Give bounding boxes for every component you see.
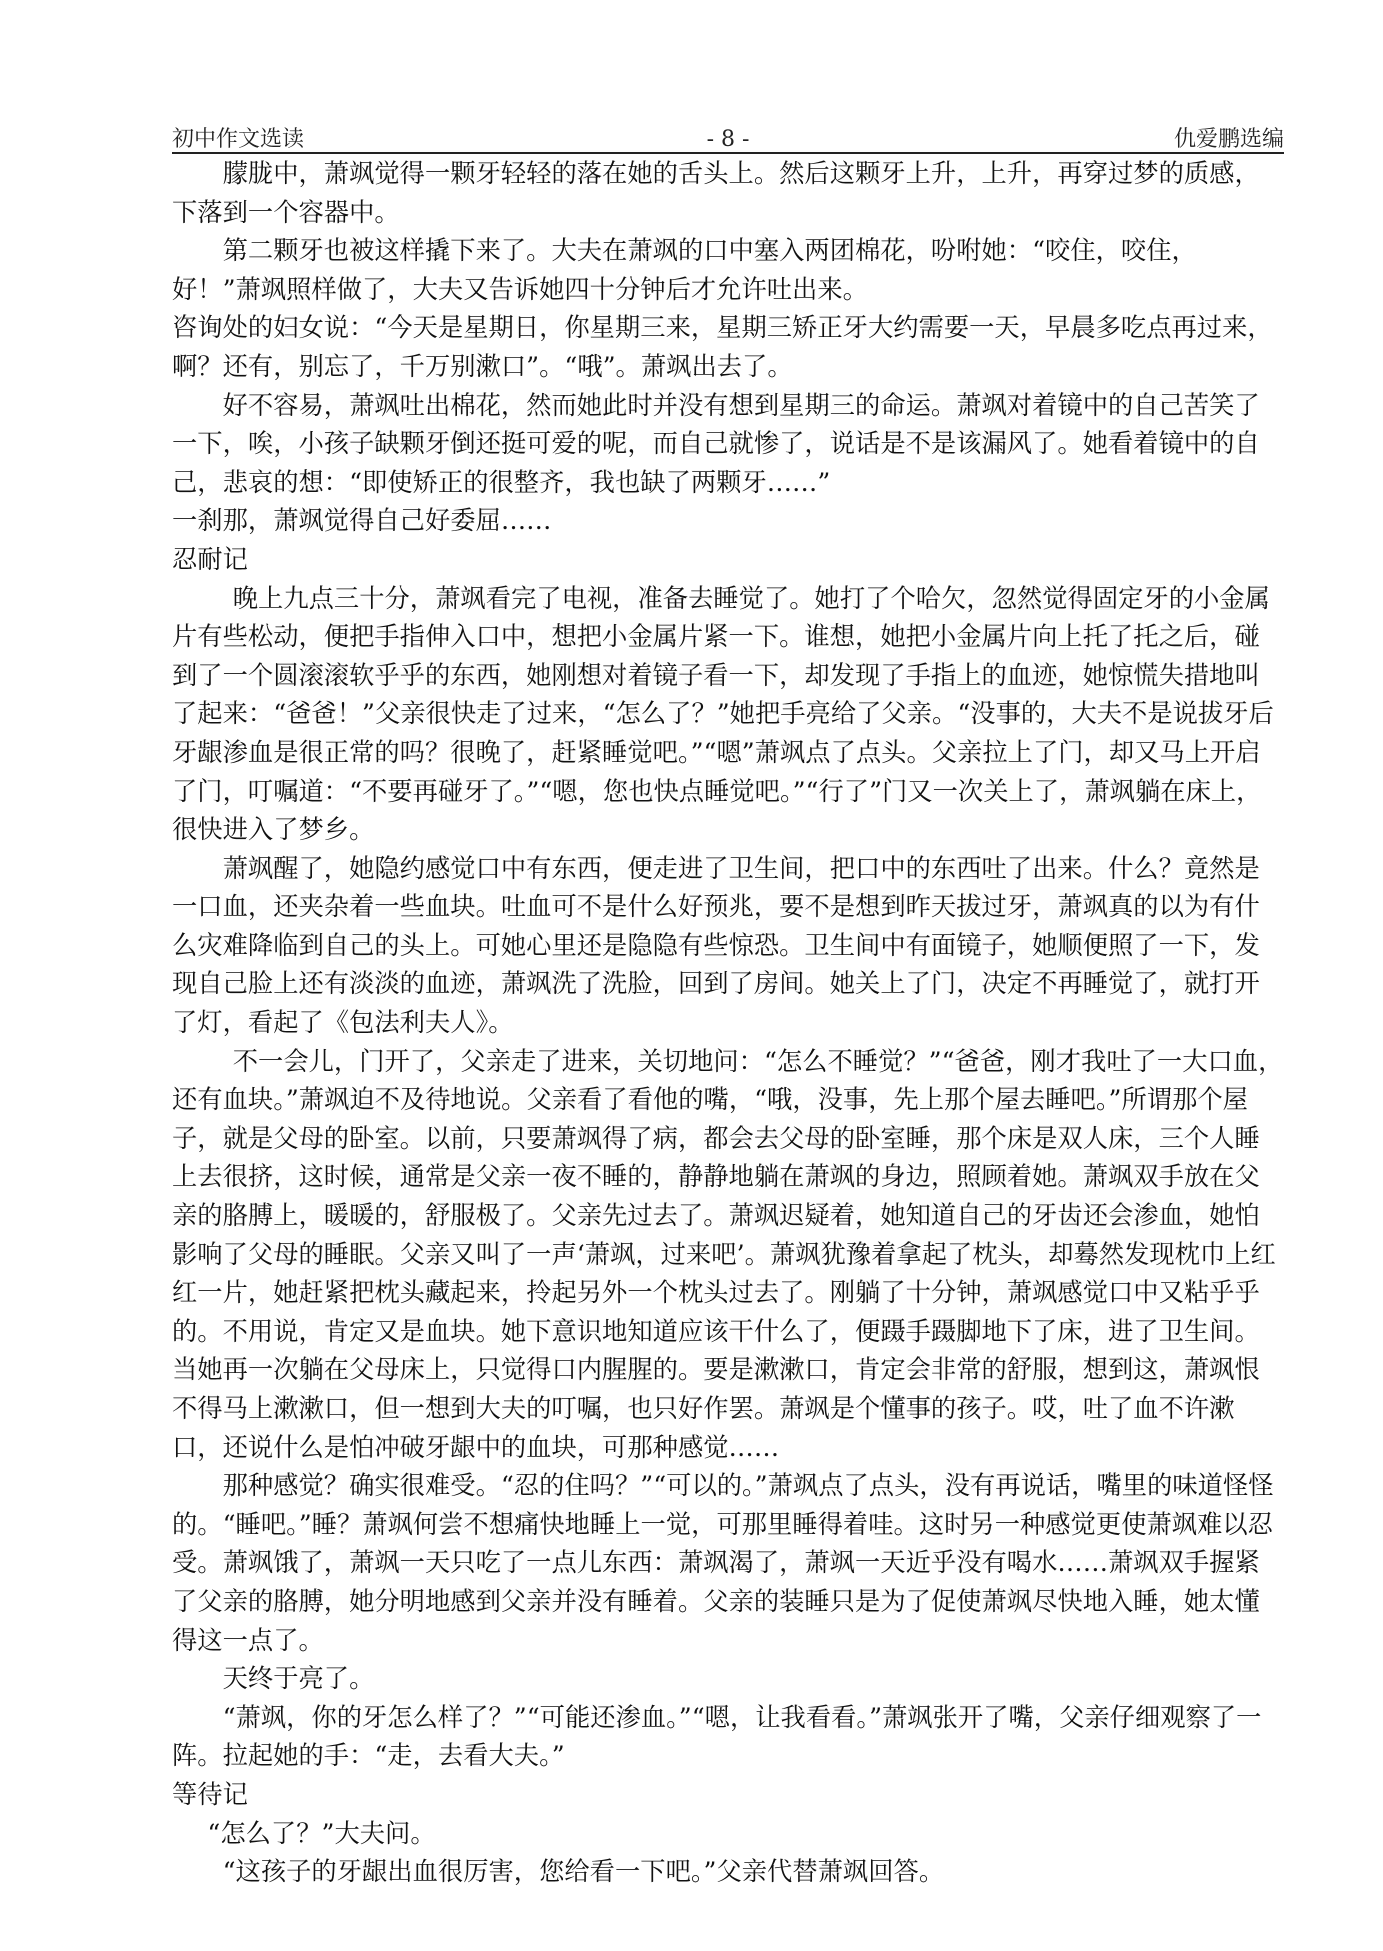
paragraph: 那种感觉？确实很难受。“忍的住吗？”“可以的。”萧飒点了点头，没有再说话，嘴里的味道怪怪的。“睡吧。”睡？萧飒何尝不想痛快地睡上一觉，可那里睡得着哇。这时另一种感觉更使萧飒难以忍受。萧飒饿了，萧飒一天只吃了一点儿东西：萧飒渴了，萧飒一天近乎没有喝水……萧飒双手握紧了父亲的胳膊，她分明地感到父亲并没有睡着。父亲的装睡只是为了促使萧飒尽快地入睡，她太懂得这一点了。	[172, 1471, 1274, 1655]
header-page-number: - 8 -	[706, 127, 750, 152]
paragraph: 天终于亮了。	[222, 1664, 375, 1694]
paragraph: 咨询处的妇女说：“今天是星期日，你星期三来，星期三矫正牙大约需要一天，早晨多吃点再过来，啊？还有，别忘了，千万别漱口”。“哦”。萧飒出去了。	[172, 313, 1273, 381]
header-book-title: 初中作文选读	[172, 127, 305, 152]
section-heading: 等待记	[172, 1779, 248, 1809]
article-body	[172, 155, 1284, 1892]
paragraph: 晚上九点三十分，萧飒看完了电视，准备去睡觉了。她打了个哈欠，忽然觉得固定牙的小金属片有些松动，便把手指伸入口中，想把小金属片紧一下。谁想，她把小金属片向上托了托之后，碰到了一个圆滚滚软乎乎的东西，她刚想对着镜子看一下，却发现了手指上的血迹，她惊慌失措地叫了起来：“爸爸！”父亲很快走了过来，“怎么了？”她把手亮给了父亲。“没事的，大夫不是说拔牙后牙龈渗血是很正常的吗？很晚了，赶紧睡觉吧。”“嗯”萧飒点了点头。父亲拉上了门，却又马上开启了门，叮嘱道：“不要再碰牙了。”“嗯，您也快点睡觉吧。”“行了”门又一次关上了，萧飒躺在床上，很快进入了梦乡。	[172, 583, 1274, 845]
header-editor: 仇爱鹏选编	[1173, 127, 1284, 152]
paragraph: 第二颗牙也被这样撬下来了。大夫在萧飒的口中塞入两团棉花，吩咐她：“咬住，咬住，好！”萧飒照样做了，大夫又告诉她四十分钟后才允许吐出来。	[172, 236, 1197, 304]
paragraph: 朦胧中，萧飒觉得一颗牙轻轻的落在她的舌头上。然后这颗牙上升，上升，再穿过梦的质感，下落到一个容器中。	[172, 159, 1260, 227]
paragraph: “萧飒，你的牙怎么样了？”“可能还渗血。”“嗯，让我看看。”萧飒张开了嘴，父亲仔细观察了一阵。拉起她的手：“走，去看大夫。”	[172, 1702, 1262, 1771]
header-rule	[172, 152, 1284, 154]
paragraph: 不一会儿，门开了，父亲走了进来，关切地问：“怎么不睡觉？”“爸爸，刚才我吐了一大口血，还有血块。”萧飒迫不及待地说。父亲看了看他的嘴，“哦，没事，先上那个屋去睡吧。”所谓那个屋子，就是父母的卧室。以前，只要萧飒得了病，都会去父母的卧室睡，那个床是双人床，三个人睡上去很挤，这时候，通常是父亲一夜不睡的，静静地躺在萧飒的身边，照顾着她。萧飒双手放在父亲的胳膊上，暖暖的，舒服极了。父亲先过去了。萧飒迟疑着，她知道自己的牙齿还会渗血，她怕影响了父母的睡眠。父亲又叫了一声‘萧飒，过来吧’。萧飒犹豫着拿起了枕头，却蓦然发现枕巾上红红一片，她赶紧把枕头藏起来，拎起另外一个枕头过去了。刚躺了十分钟，萧飒感觉口中又粘乎乎的。不用说，肯定又是血块。她下意识地知道应该干什么了，便蹑手蹑脚地下了床，进了卫生间。当她再一次躺在父母床上，只觉得口内腥腥的。要是漱漱口，肯定会非常的舒服，想到这，萧飒恨不得马上漱漱口，但一想到大夫的叮嘱，也只好作罢。萧飒是个懂事的孩子。哎，吐了血不许漱口，还说什么是怕冲破牙龈中的血块，可那种感觉……	[172, 1046, 1284, 1462]
paragraph: “怎么了？”大夫问。	[207, 1818, 436, 1848]
paragraph: 一刹那，萧飒觉得自己好委屈……	[172, 506, 552, 536]
paragraph: 好不容易，萧飒吐出棉花，然而她此时并没有想到星期三的命运。萧飒对着镜中的自己苦笑了一下，唉，小孩子缺颗牙倒还挺可爱的呢，而自己就惨了，说话是不是该漏风了。她看着镜中的自己，悲哀的想：“即使矫正的很整齐，我也缺了两颗牙……”	[172, 390, 1260, 497]
paragraph: 萧飒醒了，她隐约感觉口中有东西，便走进了卫生间，把口中的东西吐了出来。什么？竟然是一口血，还夹杂着一些血块。吐血可不是什么好预兆，要不是想到昨天拔过牙，萧飒真的以为有什么灾难降临到自己的头上。可她心里还是隐隐有些惊恐。卫生间中有面镜子，她顺便照了一下，发现自己脸上还有淡淡的血迹，萧飒洗了洗脸，回到了房间。她关上了门，决定不再睡觉了，就打开了灯，看起了《包法利夫人》。	[172, 853, 1260, 1038]
section-heading: 忍耐记	[172, 544, 248, 574]
paragraph: “这孩子的牙龈出血很厉害，您给看一下吧。”父亲代替萧飒回答。	[222, 1857, 945, 1887]
